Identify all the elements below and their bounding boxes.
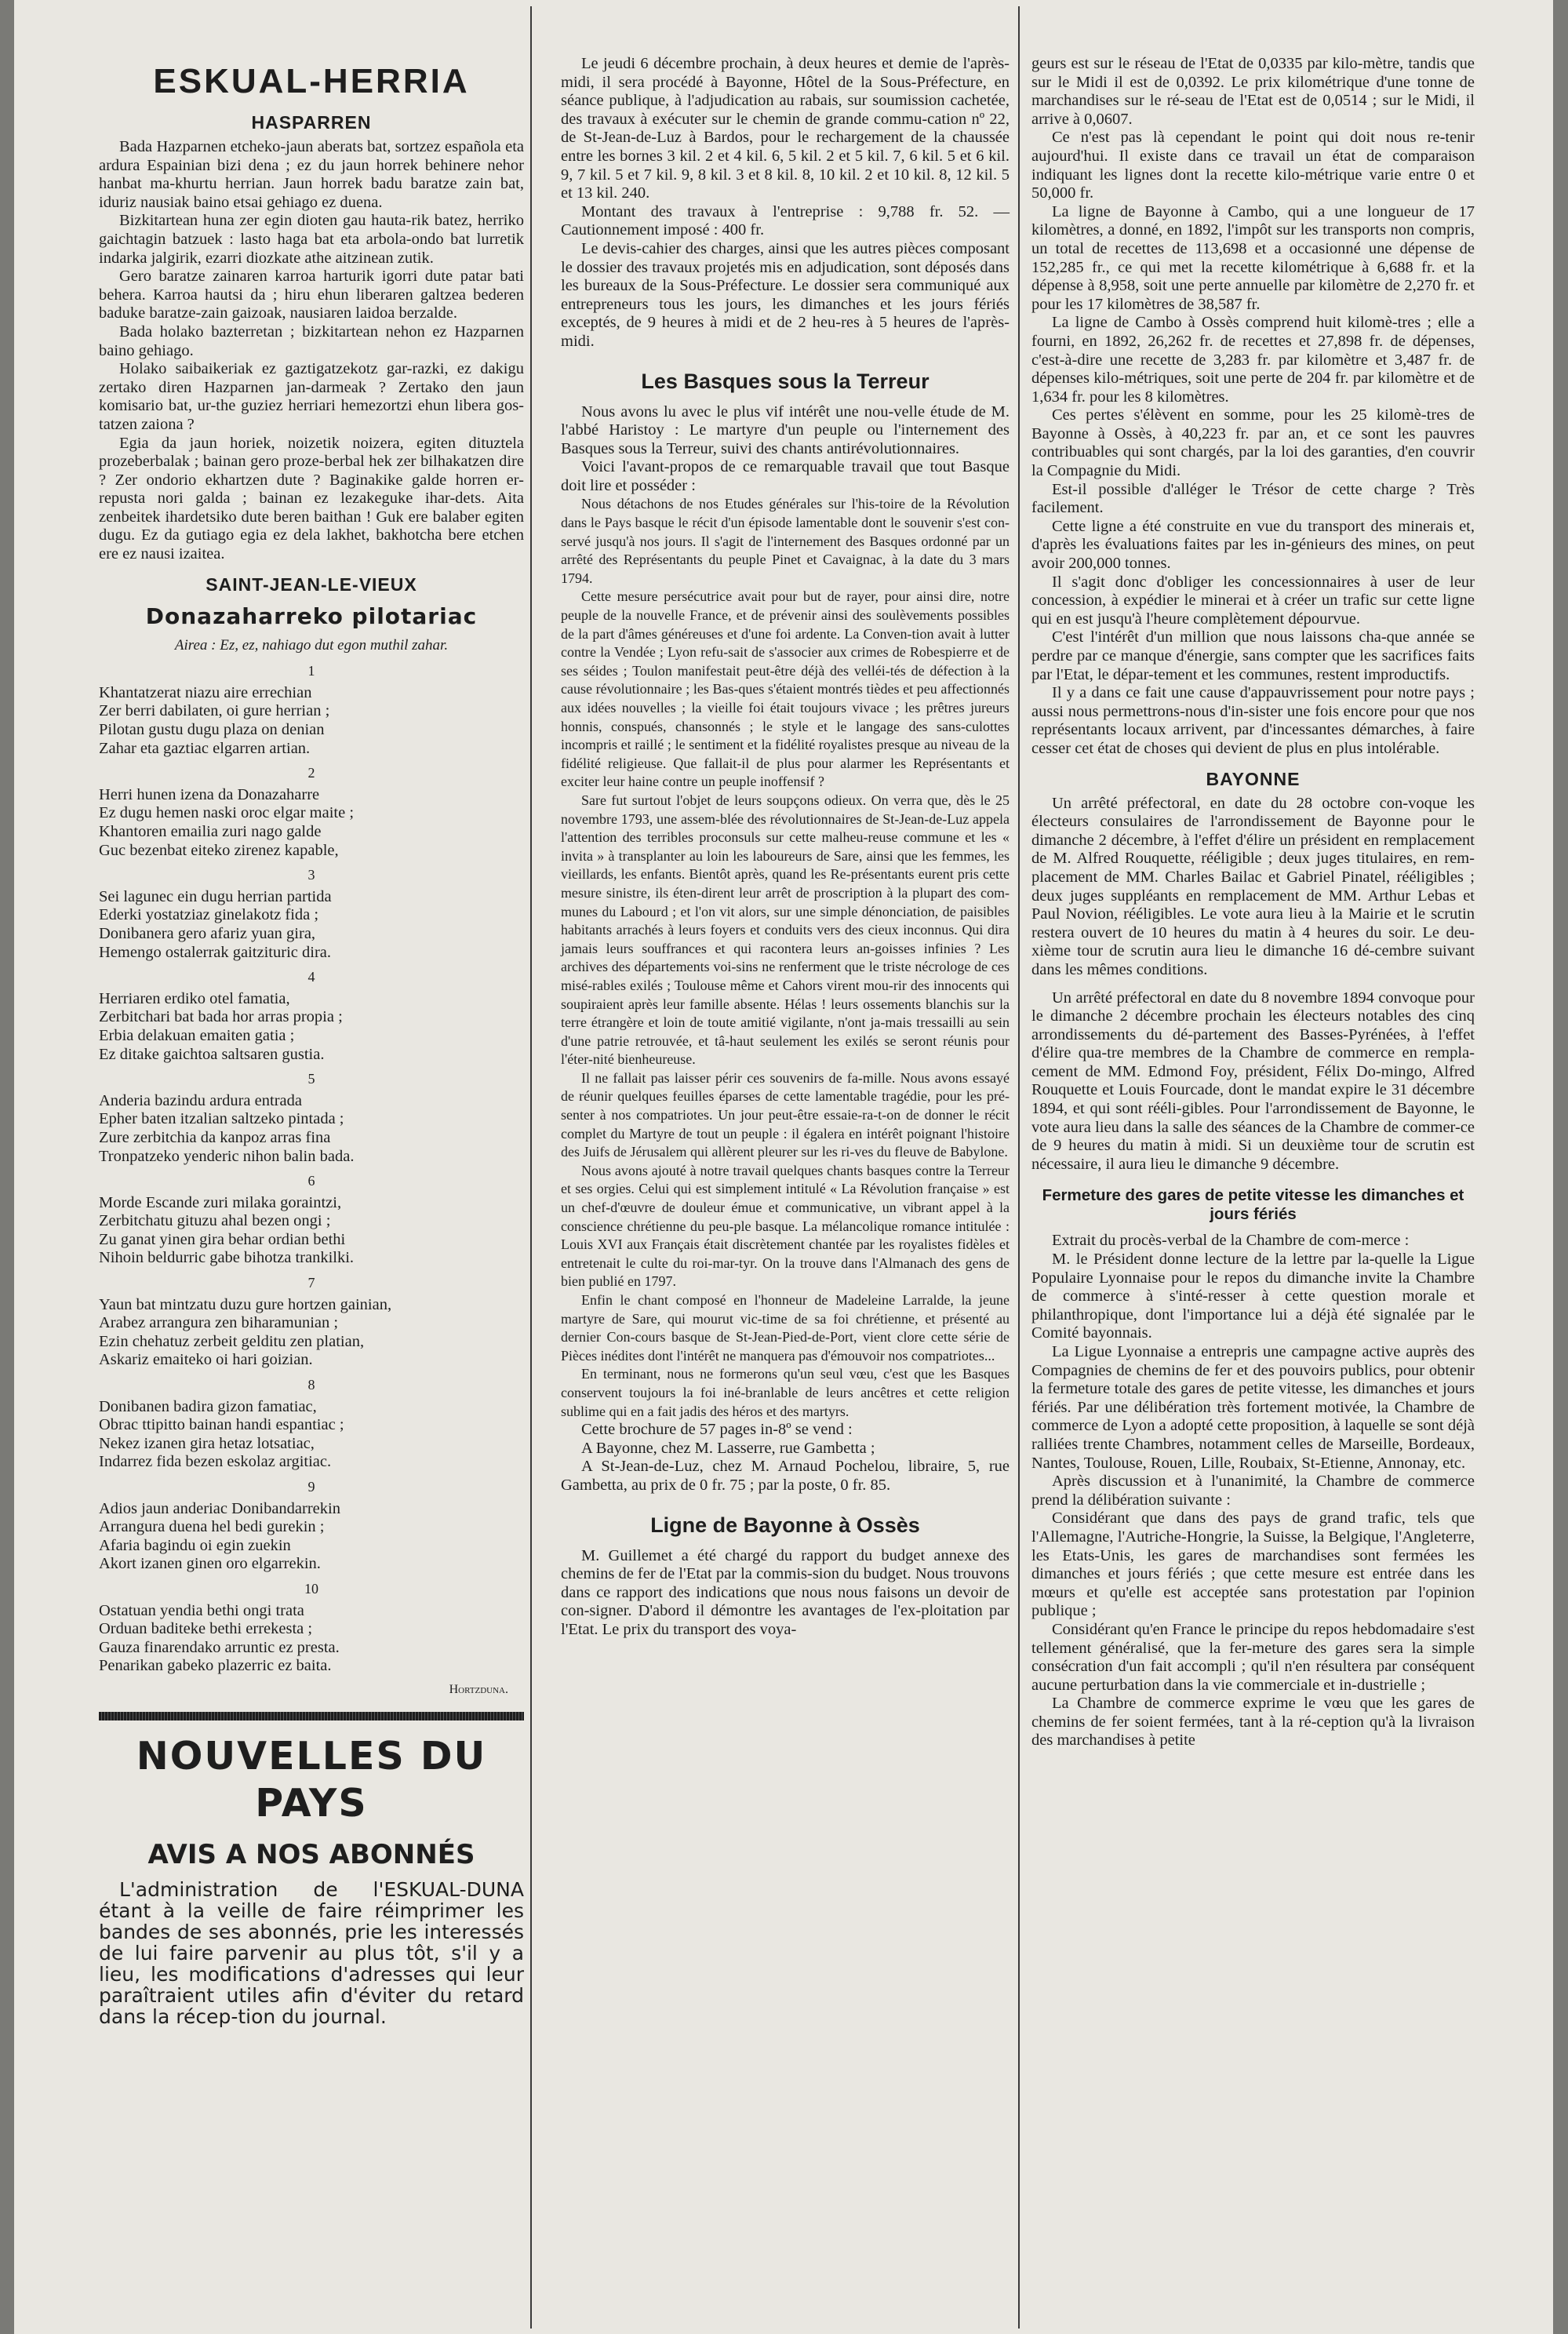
verse-line: Anderia bazindu ardura entrada — [99, 1091, 302, 1109]
newspaper-page — [14, 0, 1553, 2334]
verse-line: Pilotan gustu dugu plaza on denian — [99, 721, 325, 739]
bayonne-title: BAYONNE — [1206, 768, 1301, 789]
hasparren-article — [99, 138, 524, 564]
verse-line: Guc bezenbat eiteko zirenez kapable, — [99, 841, 339, 859]
verse-line: Obrac ttipitto bainan handi espantiac ; — [99, 1416, 344, 1434]
ligne-title: Ligne de Bayonne à Ossès — [650, 1513, 920, 1537]
poem-stanzas — [99, 662, 524, 1676]
stanza-number: 8 — [307, 1377, 315, 1393]
paragraph: La ligne de Bayonne à Cambo, qui a une longueur de 17 kilomètres, a donné, en 1892, l'impôt sur les transports non compris, un total de recettes de 113,698 et a occasionné une dépense de 152,285 fr., ce qui met la recette kilométrique à 6,688 fr. et la dépense à 8,958, soit une perte annuelle par kilomètre de 2,270 fr. et pour les 17 kilomètres de 38,587 fr. — [1031, 202, 1475, 313]
verse-line: Ez ditake gaichtoa saltsaren gustia. — [99, 1045, 325, 1063]
paragraph: Il ne fallait pas laisser périr ces souvenirs de fa-mille. Nous avons essayé de réunir quelques feuilles éparses de cette lamentable tragédie, pour les pré-senter à nos compatriotes. Un jour peut-être essaie-ra-t-on de donner le récit complet du Martyre de tout un peuple : il égalera en intérêt poignant l'histoire des Juifs de Jérusalem qui allèrent pleurer sur les ri-ves du fleuve de Babylone. — [561, 1069, 1010, 1160]
verse-line: Sei lagunec ein dugu herrian partida — [99, 887, 332, 905]
stanza-number: 6 — [307, 1173, 315, 1189]
paragraph: Il s'agit donc d'obliger les concessionnaires à user de leur concession, à expédier le minerai et à créer un trafic sur cette ligne qui en est jusqu'à l'heure complètement dépourvue. — [1031, 573, 1475, 628]
paragraph: C'est l'intérêt d'un million que nous laissons cha-que année se perdre par ce manque d'énergie, sans compter que les sacrifices faits par l'Etat, le dépar-tement et les communes, restent improductifs. — [1031, 628, 1475, 683]
stanza-number: 2 — [307, 765, 315, 781]
stanza — [99, 990, 524, 1064]
paragraph: M. le Président donne lecture de la lettre par la-quelle la Ligue Populaire Lyonnaise pour le repos du dimanche invite la Chambre de commerce à s'inté-resser à cette question morale et philanthropique, dont l'importance lui a déjà été signalée par le Comité bayonnais. — [1031, 1251, 1475, 1342]
separator-bar — [99, 1712, 524, 1720]
verse-line: Zerbitchatu gituzu ahal bezen ongi ; — [99, 1212, 331, 1230]
verse-line: Nekez izanen gira hetaz lotsatiac, — [99, 1434, 315, 1452]
paragraph: Voici l'avant-propos de ce remarquable travail que tout Basque doit lire et posséder : — [561, 458, 1010, 494]
basques-article — [561, 403, 1010, 1495]
verse-line: Ederki yostatziaz ginelakotz fida ; — [99, 906, 319, 924]
stanza — [99, 684, 524, 758]
paragraph: Ces pertes s'élèvent en somme, pour les 25 kilomè-tres de Bayonne à Ossès, à 40,223 fr. par an, et ce sont les pauvres contribuables qui sont chargés, par la loi des garanties, d'en couvrir la Compagnie du Midi. — [1031, 406, 1475, 480]
verse-line: Gauza finarendako arruntic ez presta. — [99, 1638, 340, 1656]
stanza — [99, 888, 524, 962]
paragraph: Montant des travaux à l'entreprise : 9,788 fr. 52. — Cautionnement imposé : 400 fr. — [561, 202, 1010, 239]
paragraph: Est-il possible d'alléger le Trésor de cette charge ? Très facilement. — [1031, 480, 1475, 517]
paragraph: Un arrêté préfectoral, en date du 28 octobre con-voque les électeurs consulaires de l'arrondissement de Bayonne pour le dimanche 2 décembre, à l'effet d'élire un président en remplacement de M. Alfred Rouquette, rééligible ; deux juges titulaires, en rem-placement de MM. Charles Bailac et Gabriel Pinatel, rééligibles ; deux juges suppléants en remplacement de MM. Arthur Lebas et Paul Novion, rééligibles. Le vote aura lieu à la Mairie et le scrutin restera ouvert de 10 heures du matin à 4 heures du soir. Le deu-xième tour de scrutin aura lieu le dimanche 16 dé-cembre suivant dans les mêmes conditions. — [1031, 794, 1475, 978]
verse-line: Zerbitchari bat bada hor arras propia ; — [99, 1008, 343, 1026]
verse-line: Donibanen badira gizon famatiac, — [99, 1397, 317, 1415]
paragraph: Egia da jaun horiek, noizetik noizera, egiten dituztela prozeberbalak ; bainan gero proze-berbal hek zer bilhakatzen dire ? Zer ondorio ekhartzen dute ? Baginakike galde horren er-repusta nori galda ; bainan ez lezakeguke ihar-dets. Aita zenbeitek ihardetsiko dute beren baithan ! Guk ere balaber egiten dugu. Ez da gutiago egia ez dela lakhet, bakhotcha bere etchen ere ez nausi izaitea. — [99, 434, 524, 563]
verse-line: Epher baten itzalian saltzeko pintada ; — [99, 1110, 344, 1128]
stanza-number: 9 — [307, 1479, 315, 1495]
section-title-saint-jean: SAINT-JEAN-LE-VIEUX — [206, 573, 417, 595]
stanza — [99, 1296, 524, 1370]
stanza-number: 7 — [307, 1275, 315, 1291]
verse-line: Ez dugu hemen naski oroc elgar maite ; — [99, 804, 355, 822]
stanza-number: 1 — [307, 663, 315, 679]
verse-line: Nihoin beldurric gabe bihotza trankilki. — [99, 1249, 355, 1267]
basques-title: Les Basques sous la Terreur — [641, 369, 930, 393]
verse-line: Zer berri dabilaten, oi gure herrian ; — [99, 702, 330, 720]
stanza — [99, 1602, 524, 1676]
stanza-number: 3 — [307, 867, 315, 883]
paragraph: Nous détachons de nos Etudes générales sur l'his-toire de la Révolution dans le Pays basque le récit d'un épisode lamentable dont le souvenir s'est con-servé jusqu'à nos jours. Il s'agit de l'internement des Basques ordonné par un arrêté des Représentants du peuple Pinet et Cavaignac, à la date du 3 mars 1794. — [561, 496, 1010, 586]
paragraph: A St-Jean-de-Luz, chez M. Arnaud Pochelou, libraire, 5, rue Gambetta, au prix de 0 fr. 75 ; par la poste, 0 fr. 85. — [561, 1458, 1010, 1494]
paragraph: En terminant, nous ne formerons qu'un seul vœu, c'est que les Basques conservent toujours la foi iné-branlable de leurs ancêtres et cette religion sublime qui en a fait jadis des héros et des martyrs. — [561, 1366, 1010, 1419]
stanza-number: 10 — [304, 1580, 318, 1597]
paragraph: Bizkitartean huna zer egin dioten gau hauta-rik batez, herriko gaichtagin batzuek : lasto haga bat eta arbola-ondo bat lurretik indarka jalgirik, ezarri diozkate athe aitzinean zutik. — [99, 212, 524, 267]
verse-line: Orduan baditeke bethi errekesta ; — [99, 1620, 313, 1638]
verse-line: Ezin chehatuz zerbeit gelditu zen platian, — [99, 1332, 365, 1350]
verse-line: Erbia delakuan emaiten gatia ; — [99, 1026, 295, 1044]
paragraph: Bada holako bazterretan ; bizkitartean nehon ez Hazparnen baino gehiago. — [99, 322, 524, 359]
verse-line: Tronpatzeko yenderic nihon balin bada. — [99, 1147, 355, 1165]
paragraph: Le devis-cahier des charges, ainsi que les autres pièces composant le dossier des travaux projetés mis en adjudication, sont déposés dans les bureaux de la Sous-Préfecture. Le dossier sera communiqué aux entrepreneurs tous les jours, les dimanches et les jours fériés exceptés, de 9 heures à midi et de 2 heu-res à 5 heures de l'après-midi. — [561, 239, 1010, 350]
paragraph: Cette ligne a été construite en vue du transport des minerais et, d'après les évaluations faites par les in-génieurs des mines, on peut avoir 200,000 tonnes. — [1031, 517, 1475, 573]
paragraph: Extrait du procès-verbal de la Chambre de com-merce : — [1052, 1232, 1410, 1250]
paragraph: Le jeudi 6 décembre prochain, à deux heures et demie de l'après-midi, il sera procédé à Bayonne, Hôtel de la Sous-Préfecture, en séance publique, à l'adjudication au rabais, sur soumission cachetée, des travaux à exécuter sur le chemin de grande commu-cation nº 22, de St-Jean-de-Luz à Bardos, pour le rechargement de la chaussée entre les bornes 3 kil. 2 et 4 kil. 6, 5 kil. 2 et 5 kil. 7, 6 kil. 5 et 6 kil. 9, 7 kil. 5 et 7 kil. 9, 8 kil. 3 et 8 kil. 8, 10 kil. 2 et 10 kil. 8, 12 kil. 5 et 13 kil. 240. — [561, 55, 1010, 202]
verse-line: Adios jaun anderiac Donibandarrekin — [99, 1499, 340, 1517]
verse-line: Arrangura duena hel bedi gurekin ; — [99, 1518, 325, 1536]
paragraph: Cette brochure de 57 pages in-8º se vend : — [581, 1421, 853, 1439]
verse-line: Zahar eta gaztiac elgarren artian. — [99, 739, 311, 757]
stanza — [99, 1092, 524, 1166]
paragraph: Considérant qu'en France le principe du repos hebdomadaire s'est tellement généralisé, que la fer-meture des gares sera la simple consécration d'un fait accompli ; qu'il n'en résultera par conséquent aucune perturbation dans la vie commerciale et in-dustrielle ; — [1031, 1620, 1475, 1694]
verse-line: Penarikan gabeko plazerric ez baita. — [99, 1657, 332, 1675]
paragraph: Un arrêté préfectoral en date du 8 novembre 1894 convoque pour le dimanche 2 décembre prochain les électeurs notables des cinq arrondissements du dé-partement des Basses-Pyrénées, à l'effet d'élire qua-tre membres de la Chambre de commerce en rempla-cement de MM. Edmond Foy, président, Félix Do-mingo, Alfred Rouquette et Louis Fourcade, dont le mandat expire le 31 décembre 1894, et qui sont rééli-gibles. Pour l'arrondissement de Bayonne, le vote aura lieu dans la salle des séances de la Chambre de commer-ce de 9 heures du matin à midi. Si un deuxième tour de scrutin est nécessaire, il aura lieu le dimanche 9 décembre. — [1031, 989, 1475, 1173]
stanza-number: 5 — [307, 1071, 315, 1087]
paragraph: M. Guillemet a été chargé du rapport du budget annexe des chemins de fer de l'Etat par la commis-sion du budget. Nous trouvons dans ce rapport des indications que nous nous faisons un devoir de con-signer. D'abord il démontre les avantages de l'ex-ploitation par l'Etat. Le prix du transport des voya- — [561, 1546, 1010, 1638]
verse-line: Askariz emaiteko oi hari goizian. — [99, 1351, 313, 1369]
verse-line: Herri hunen izena da Donazaharre — [99, 785, 320, 803]
poem-title: Donazaharreko pilotariac — [145, 603, 478, 629]
verse-line: Ostatuan yendia bethi ongi trata — [99, 1601, 304, 1619]
verse-line: Arabez arrangura zen biharamunian ; — [99, 1314, 339, 1332]
poem-air: Airea : Ez, ez, nahiago dut egon muthil zahar. — [174, 636, 449, 654]
poem-signature: Hortzduna. — [449, 1682, 508, 1696]
verse-line: Zu ganat yinen gira behar ordian bethi — [99, 1230, 346, 1248]
verse-line: Herriaren erdiko otel famatia, — [99, 989, 290, 1007]
paragraph: A Bayonne, chez M. Lasserre, rue Gambetta ; — [581, 1439, 875, 1457]
paragraph: Gero baratze zainaren karroa harturik igorri dute patar bati behera. Karroa hautsi da ; hiru ehun liberaren galtzea bederen baduke baratze-zain gaizoak, nausiaren laidoa berzalde. — [99, 268, 524, 322]
column-rule-1 — [530, 6, 532, 2329]
paragraph: La Ligue Lyonnaise a entrepris une campagne active auprès des Compagnies de chemins de fer et des pouvoirs publics, pour obtenir la fermeture totale des gares de petite vitesse, les dimanches et jours fériés. Par une délibération très fortement motivée, la Chambre de commerce de Lyon a adopté cette proposition, à laquelle se sont déjà ralliées trente Chambres, notamment celles de Marseille, Bordeaux, Nantes, Toulouse, Rouen, Lille, Roubaix, St-Etienne, Annonay, etc. — [1031, 1343, 1475, 1472]
stanza — [99, 1500, 524, 1574]
verse-line: Morde Escande zuri milaka goraintzi, — [99, 1193, 342, 1211]
column-left — [99, 55, 524, 2027]
verse-line: Indarrez fida bezen eskolaz argitiac. — [99, 1453, 332, 1471]
section-title-hasparren: HASPARREN — [251, 112, 372, 133]
paragraph: Enfin le chant composé en l'honneur de Madeleine Larralde, la jeune martyre de Sare, qui mourut vic-time de sa foi chrétienne, et présenté au dernier Con-cours basque de St-Jean-Pied-de-Port, vient clore cette série de Pièces inédites dont l'intérêt ne manquera pas d'émouvoir nos compatriotes... — [561, 1292, 1010, 1364]
paragraph: Il y a dans ce fait une cause d'appauvrissement pour notre pays ; aussi nous permettrons-nous d'in-sister une fois encore pour que nos représentants locaux arrivent, par d'incessantes démarches, à faire cesser cet état de choses qui devient de plus en plus intolérable. — [1031, 684, 1475, 757]
fermeture-title: Fermeture des gares de petite vitesse les dimanches et jours fériés — [1042, 1186, 1464, 1224]
paragraph: Considérant que dans des pays de grand trafic, tels que l'Allemagne, l'Autriche-Hongrie, la Suisse, la Belgique, l'Angleterre, les Etats-Unis, les gares de marchandises sont fermées les dimanches et jours fériés ; que cette mesure est entrée dans les mœurs et qu'elle est acceptée sans protestation par l'opinion publique ; — [1031, 1509, 1475, 1620]
column-right — [1031, 55, 1475, 1750]
paragraph: Nous avons lu avec le plus vif intérêt une nou-velle étude de M. l'abbé Haristoy : Le martyre d'un peuple ou l'internement des Basques sous la Terreur, suivi des chants antirévolutionnaires. — [561, 402, 1010, 457]
column-rule-2 — [1018, 6, 1020, 2329]
nouvelles-title: NOUVELLES DU PAYS — [136, 1733, 487, 1826]
stanza — [99, 786, 524, 860]
paragraph: Holako saibaikeriak ez gaztigatzekotz gar-razki, ez dakigu zertako diren Hazparnen jan-darmeak ? Zertako den jaun komisario bat, ur-the guziez herriari hemezortzi ehun libera gos-tatzen zaiona ? — [99, 360, 524, 433]
paragraph: geurs est sur le réseau de l'Etat de 0,0335 par kilo-mètre, tandis que sur le Midi il est de 0,0392. Le prix kilométrique d'une tonne de marchandises sur le ré-seau de l'Etat est de 0,0514 ; sur le Midi, il arrive à 0,0607. — [1031, 55, 1475, 128]
column-middle — [561, 55, 1010, 1640]
verse-line: Zure zerbitchia da kanpoz arras fina — [99, 1128, 331, 1146]
paragraph: La Chambre de commerce exprime le vœu que les gares de chemins de fer soient fermées, tant à la ré-ception qu'à la livraison des marchandises à petite — [1031, 1695, 1475, 1750]
verse-line: Akort izanen ginen oro elgarrekin. — [99, 1555, 321, 1573]
paragraph: Cette mesure persécutrice avait pour but de rayer, pour ainsi dire, notre peuple de la nouvelle France, et de prévenir ainsi des soulèvements possibles de la part d'âmes généreuses et d'une foi ardente. La Conven-tion avait à lutter contre la Vendée ; Lyon refu-sait de s'associer aux crimes de Robespierre et de ses séides ; Toulon manifestait peut-être déjà des velléi-tés de défection à la cause révolutionnaire ; les Bas-ques s'étaient montrés tièdes et peu affectionnés aux idées nouvelles ; la vieille foi était toujours vivace ; les prêtres jureurs honnis, conspués, chansonnés ; le style et le langage des sans-culottes incompris et raillé ; le sentiment et la fidélité royalistes presque au niveau de la fidélité religieuse. Que fallait-il de plus pour alarmer les Représentants et exciter leur haine contre un peuple inoffensif ? — [561, 588, 1010, 790]
avis-text: L'administration de l'ESKUAL-DUNA étant à la veille de faire réimprimer les bandes de ses abonnés, prie les interessés de lui faire parvenir au plus tôt, s'il y a lieu, les modifications d'adresses qui leur paraîtraient utiles afin d'éviter du retard dans la récep-tion du journal. — [99, 1877, 524, 2028]
verse-line: Afaria bagindu oi egin zuekin — [99, 1536, 291, 1554]
paragraph: Bada Hazparnen etcheko-jaun aberats bat, sortzez española eta ardura Espainian bizi dena ; ez du jaun horrek behinere nehor hanbat ma-khurtu herrian. Jaun horrek badu baratze zain bat, iduriz nausiak baino etsai gehiago ez duena. — [99, 138, 524, 211]
stanza — [99, 1194, 524, 1268]
stanza — [99, 1398, 524, 1472]
paragraph: Après discussion et à l'unanimité, la Chambre de commerce prend la délibération suivante : — [1031, 1473, 1475, 1509]
verse-line: Khantatzerat niazu aire errechian — [99, 683, 312, 701]
stanza-number: 4 — [307, 969, 315, 985]
verse-line: Khantoren emailia zuri nago galde — [99, 823, 322, 840]
paragraph: La ligne de Cambo à Ossès comprend huit kilomè-tres ; elle a fourni, en 1892, 26,262 fr. de recettes et 27,898 fr. de dépenses, c'est-à-dire une recette de 3,283 fr. par kilomètre et 3,487 fr. de dépenses kilo-métriques, soit une perte de 204 fr. par kilomètre et de 1,634 fr. pour les 8 kilomètres. — [1031, 314, 1475, 406]
paragraph: Ce n'est pas là cependant le point qui doit nous re-tenir aujourd'hui. Il existe dans ce travail un état de comparaison indiquant les lignes dont la recette kilo-métrique varie entre 0 et 50,000 fr. — [1031, 129, 1475, 202]
verse-line: Yaun bat mintzatu duzu gure hortzen gainian, — [99, 1295, 392, 1313]
masthead-title: ESKUAL-HERRIA — [153, 62, 470, 100]
paragraph: Nous avons ajouté à notre travail quelques chants basques contre la Terreur et ses orgies. Celui qui est simplement intitulé « La Révolution française » est un chef-d'œuvre de douleur émue et communicative, un vibrant appel à la conscience chrétienne du peu-ple basque. La mélancolique romance intitulée : Louis XVI aux Français était discrètement chantée par les royalistes fidèles et entretenait le culte du roi-mar-tyr. On la trouve dans l'Almanach des gens de bien publié en 1797. — [561, 1162, 1010, 1290]
avis-title: AVIS A NOS ABONNÉS — [147, 1838, 475, 1870]
paragraph: Sare fut surtout l'objet de leurs soupçons odieux. On verra que, dès le 25 novembre 1793, une assem-blée des révolutionnaires de St-Jean-de-Luz appela l'attention des terribles proconsuls sur cette malheu-reuse commune et les « invita » à transplanter au loin les laboureurs de Sare, ainsi que les femmes, les vieillards, les enfants. Bientôt après, quand les Re-présentants eurent pris cette mesure sinistre, ils éten-dirent leur arrêt de proscription à la plupart des com-munes du Labourd ; et l'on vit alors, sur une simple dénonciation, de paisibles habitants arrachés à leurs foyers et conduits vers des cieux inconnus. Qui dira jamais leurs souffrances et qui racontera leurs an-goisses infinies ? Les archives des départements voi-sins ne renferment que le triste nécrologe de ces misé-rables exilés ; Toulouse même et Cahors virent mou-rir des innocents qui soupiraient après leur famille absente. Hélas ! leurs ossements blanchis sur la terre étrangère et loin de toute amitié vigilante, n'ont ja-mais tressailli au sein d'une patrie retrouvée, et tâ-haut seulement les exilés se seront réunis pour l'éter-nité bienheureuse. — [561, 792, 1010, 1068]
verse-line: Hemengo ostalerrak gaitzituric dira. — [99, 943, 331, 961]
verse-line: Donibanera gero afariz yuan gira, — [99, 924, 316, 942]
